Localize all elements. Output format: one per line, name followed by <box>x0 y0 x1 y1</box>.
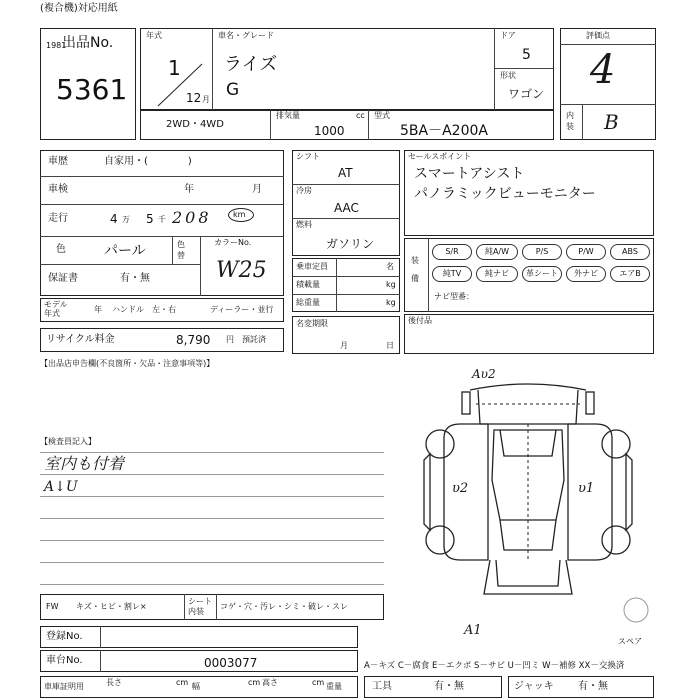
drive-options: 2WD・4WD <box>166 119 224 130</box>
lot-label: 出品No. <box>62 35 114 51</box>
mileage-label: 走行 <box>48 213 68 224</box>
fuel-value: ガソリン <box>326 237 375 251</box>
equip-airbag: エアB <box>610 266 650 282</box>
ac-value: AAC <box>334 201 359 215</box>
damage-code-legend: A－キズ C－腐食 E－エクボ S－サビ U－凹ミ W－補修 XX－交換済 <box>364 661 625 671</box>
seat-label: シート内装 <box>188 597 212 616</box>
equip-leather: 革シート <box>522 266 562 282</box>
vehicle-name-label: 車名・グレード <box>218 31 274 40</box>
fw-label: FW <box>46 602 59 611</box>
vehicle-grade: G <box>226 80 240 100</box>
color-label: 色 <box>56 244 66 255</box>
recycle-unit: 円 <box>226 335 234 344</box>
aftermarket-box <box>404 314 654 354</box>
diagram-mark-left: υ2 <box>452 481 469 496</box>
spare-label: スペア <box>618 637 642 646</box>
chassis-value: 0003077 <box>204 656 258 670</box>
handle-options: ハンドル 左・右 <box>112 305 176 314</box>
garage-cm-3: cm <box>312 678 325 687</box>
warranty-label: 保証書 <box>48 273 78 284</box>
mileage-sen-unit: 千 <box>158 215 166 224</box>
garage-length: 長さ <box>106 678 122 687</box>
inspection-label: 車検 <box>48 184 68 195</box>
model-value: 5BA－A200A <box>400 123 488 139</box>
year-month-unit: 月 <box>202 95 210 104</box>
equip-tv: 純TV <box>432 266 472 282</box>
vehicle-name: ライズ <box>224 54 278 75</box>
model-year-label: モデル年式 <box>44 300 68 318</box>
sales-point-line1: スマートアシスト <box>414 166 525 182</box>
garage-cm-1: cm <box>176 678 189 687</box>
inspector-note-2: A↓U <box>44 479 78 495</box>
color-code-label: カラーNo. <box>214 238 252 247</box>
equip-sr: S/R <box>432 244 472 260</box>
aftermarket-label: 後付品 <box>408 316 432 325</box>
name-change-label: 名変期限 <box>296 319 328 328</box>
inspector-note-1: 室内も付着 <box>44 454 125 473</box>
doors-label: ドア <box>500 31 516 40</box>
fw-value: キズ・ヒビ・割レ× <box>76 602 147 611</box>
dealer-options: ディーラー・並行 <box>210 305 274 314</box>
recycle-label: リサイクル料金 <box>46 334 115 345</box>
ac-label: 冷房 <box>296 186 312 195</box>
chassis-label: 車台No. <box>46 655 83 666</box>
shift-label: シフト <box>296 152 320 161</box>
diagram-mark-top: Aυ2 <box>472 367 496 381</box>
history-value: 自家用・( ) <box>104 156 192 167</box>
score-value: 4 <box>590 47 616 93</box>
inspection-month-unit: 月 <box>252 184 262 195</box>
displacement-unit: cc <box>356 111 365 120</box>
doors-value: 5 <box>522 47 531 63</box>
shift-value: AT <box>338 166 353 180</box>
car-body-diagram <box>400 360 656 624</box>
lot-small-code: 1981 <box>46 41 67 50</box>
garage-weight: 重量 <box>326 682 342 691</box>
equip-pw: P/W <box>566 244 606 260</box>
garage-width: 幅 <box>192 682 200 691</box>
sales-point-label: セールスポイント <box>408 152 472 161</box>
diagram-mark-bottom: A1 <box>464 623 482 638</box>
spare-tire-icon <box>624 598 648 622</box>
year-label: 年式 <box>146 31 162 40</box>
inspector-label: 【検査員記入】 <box>40 437 96 446</box>
displacement-label: 排気量 <box>276 111 300 120</box>
equip-ps: P/S <box>522 244 562 260</box>
interior-value: B <box>604 110 619 134</box>
capacity-label: 乗車定員 <box>296 262 328 271</box>
mileage-rest: 208 <box>172 208 212 227</box>
sheet-header-note: (複合機)対応用紙 <box>40 3 118 14</box>
registration-label: 登録No. <box>46 631 83 642</box>
equip-navi: 純ナビ <box>476 266 518 282</box>
mileage-sen: 5 <box>146 212 154 226</box>
color-code: W25 <box>216 258 267 283</box>
interior-label: 内装 <box>566 111 574 131</box>
gross-label: 総重量 <box>296 298 320 307</box>
recycle-value: 8,790 <box>176 333 211 347</box>
warranty-value: 有・無 <box>120 273 150 284</box>
seller-notes-label: 【出品店申告欄(不良箇所・欠品・注意事項等)】 <box>40 359 215 368</box>
equip-ext-navi: 外ナビ <box>566 266 606 282</box>
fuel-label: 燃料 <box>296 220 312 229</box>
gross-unit: kg <box>386 298 396 307</box>
color-repaint-label: 色替 <box>177 240 185 260</box>
jack-label: ジャッキ <box>514 681 554 692</box>
capacity-unit: 名 <box>386 262 394 271</box>
shape-label: 形状 <box>500 71 516 80</box>
garage-label: 車庫証明用 <box>44 682 84 691</box>
registration-row <box>40 626 358 648</box>
displacement-value: 1000 <box>314 124 345 138</box>
inspection-year-unit: 年 <box>184 184 194 195</box>
sales-point-line2: パノラミックビューモニター <box>414 186 596 202</box>
lot-number: 5361 <box>56 73 128 106</box>
tools-value: 有・無 <box>434 681 464 692</box>
score-label: 評価点 <box>586 31 610 40</box>
color-value: パール <box>104 243 146 259</box>
year-month: 12 <box>186 91 202 105</box>
chassis-row <box>40 650 358 672</box>
equip-abs: ABS <box>610 244 650 260</box>
tools-label: 工具 <box>372 681 392 692</box>
shape-value: ワゴン <box>508 87 545 101</box>
garage-height: 高さ <box>262 678 278 687</box>
year-value: 1 <box>168 56 181 80</box>
model-year-unit: 年 <box>94 305 102 314</box>
mileage-man-unit: 万 <box>122 215 130 224</box>
name-change-day: 日 <box>386 341 394 350</box>
equip-alloy-wheel: 純A/W <box>476 244 518 260</box>
mileage-man: 4 <box>110 212 118 226</box>
mileage-unit: km <box>233 210 246 219</box>
load-unit: kg <box>386 280 396 289</box>
seat-value: コゲ・穴・汚レ・シミ・破レ・スレ <box>220 602 348 611</box>
garage-cm-2: cm <box>248 678 261 687</box>
model-label: 型式 <box>374 111 390 120</box>
name-change-month: 月 <box>340 341 348 350</box>
diagram-mark-right: υ1 <box>578 481 595 496</box>
load-label: 積載量 <box>296 280 320 289</box>
equipment-label: 装備 <box>411 256 419 283</box>
jack-value: 有・無 <box>578 681 608 692</box>
recycle-deposit: 預託済 <box>242 335 266 344</box>
history-label: 車歴 <box>48 156 68 167</box>
navi-model-label: ナビ型番： <box>434 292 474 301</box>
